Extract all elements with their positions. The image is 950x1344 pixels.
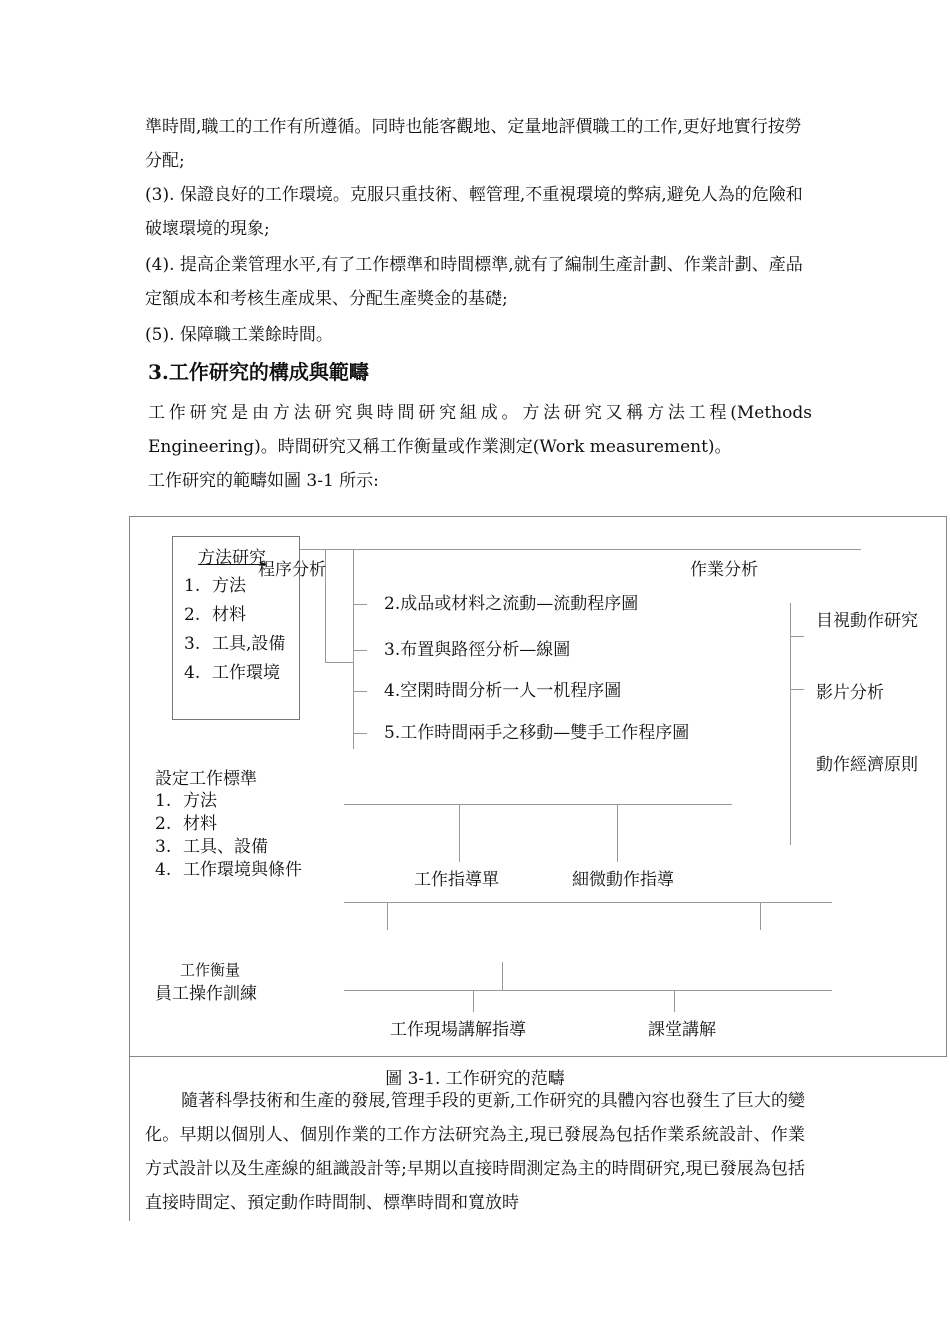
process-branch-horizontal <box>325 662 353 663</box>
work-measurement-label: 工作衡量 <box>180 961 241 979</box>
list-item: 3. 工具、設備 <box>155 837 268 857</box>
operation-analysis-label: 作業分析 <box>690 560 758 580</box>
paragraph-figure-ref: 工作研究的範疇如圖 3-1 所示: <box>148 471 379 491</box>
figure-bottom-border <box>129 1056 947 1057</box>
middle-connector-line <box>344 902 832 903</box>
paragraph-environment: (3). 保證良好的工作環境。克服只重技術、輕管理,不重視環境的弊病,避免人為的危險和破壞環境的現象; <box>145 185 803 239</box>
list-item: 4. 工作環境 <box>184 663 280 683</box>
classroom-label: 課堂講解 <box>648 1020 716 1040</box>
tick-line-vertical <box>760 902 761 930</box>
tick-line-vertical <box>387 902 388 930</box>
training-connector-line <box>344 990 832 991</box>
process-item-flow: 2.成品或材料之流動—流動程序圖 <box>384 594 639 614</box>
process-analysis-label: 程序分析 <box>258 560 326 580</box>
instruction-branch <box>459 804 460 862</box>
list-item: 4. 工作環境與條件 <box>155 860 302 880</box>
top-connector-line <box>300 549 861 550</box>
standards-connector-line <box>344 804 732 805</box>
paragraph-management: (4). 提高企業管理水平,有了工作標準和時間標準,就有了編制生產計劃、作業計劃、產品定額成本和考核生產成果、分配生產獎金的基礎; <box>145 255 803 309</box>
list-item: 2. 材料 <box>184 605 246 625</box>
micro-branch <box>617 804 618 862</box>
set-standards-title: 設定工作標準 <box>155 769 257 789</box>
tick-line <box>353 733 367 734</box>
operation-item-film: 影片分析 <box>816 683 884 703</box>
process-item-layout: 3.布置與路徑分析—線圖 <box>384 640 571 660</box>
instruction-sheet-label: 工作指導單 <box>414 870 499 890</box>
process-item-two-hand: 5.工作時間兩手之移動—雙手工作程序圖 <box>384 723 690 743</box>
list-item: 3. 工具,設備 <box>184 634 286 654</box>
list-item: 1. 方法 <box>155 791 217 811</box>
tick-line <box>353 650 367 651</box>
method-study-title: 方法研究 <box>198 548 266 568</box>
list-item: 2. 材料 <box>155 814 217 834</box>
training-vertical <box>502 962 503 990</box>
tick-line <box>353 691 367 692</box>
onsite-branch <box>473 990 474 1012</box>
training-label: 員工操作訓練 <box>155 984 257 1004</box>
paragraph-evaluation: 準時間,職工的工作有所遵循。同時也能客觀地、定量地評價職工的工作,更好地實行按勞分配; <box>145 117 802 171</box>
classroom-branch <box>674 990 675 1012</box>
list-item: 1. 方法 <box>184 576 246 596</box>
tick-line <box>790 689 804 690</box>
method-study-list <box>184 572 296 688</box>
process-items-vertical <box>353 549 354 749</box>
section-heading: 3.工作研究的構成與範疇 <box>148 360 369 384</box>
operation-items-vertical <box>790 603 791 845</box>
operation-item-economy: 動作經濟原則 <box>816 755 918 775</box>
paragraph-development: 隨著科學技術和生產的發展,管理手段的更新,工作研究的具體內容也發生了巨大的變化。早期以個別人、個別作業的工作方法研究為主,現已發展為包括作業系統設計、作業方式設計以及生產線的組識設計等;早期以直接時間測定為主的時間研究,現已發展為包括直接時間定、預定動作時間制、標準時間和寬放時 <box>145 1091 805 1213</box>
tick-line <box>353 604 367 605</box>
onsite-instruction-label: 工作現場講解指導 <box>390 1020 526 1040</box>
figure-caption: 圖 3-1. 工作研究的范疇 <box>385 1069 565 1089</box>
paragraph-leisure: (5). 保障職工業餘時間。 <box>145 325 333 345</box>
micro-motion-label: 細微動作指導 <box>572 870 674 890</box>
tick-line <box>790 636 804 637</box>
paragraph-intro: 工作研究是由方法研究與時間研究組成。方法研究又稱方法工程(Methods Engineering)。時間研究又稱工作衡量或作業測定(Work measurement)。 <box>148 403 812 457</box>
operation-item-visual: 目視動作研究 <box>816 611 918 631</box>
set-standards-list <box>155 790 335 882</box>
process-item-idle: 4.空閑時間分析一人一机程序圖 <box>384 681 622 701</box>
